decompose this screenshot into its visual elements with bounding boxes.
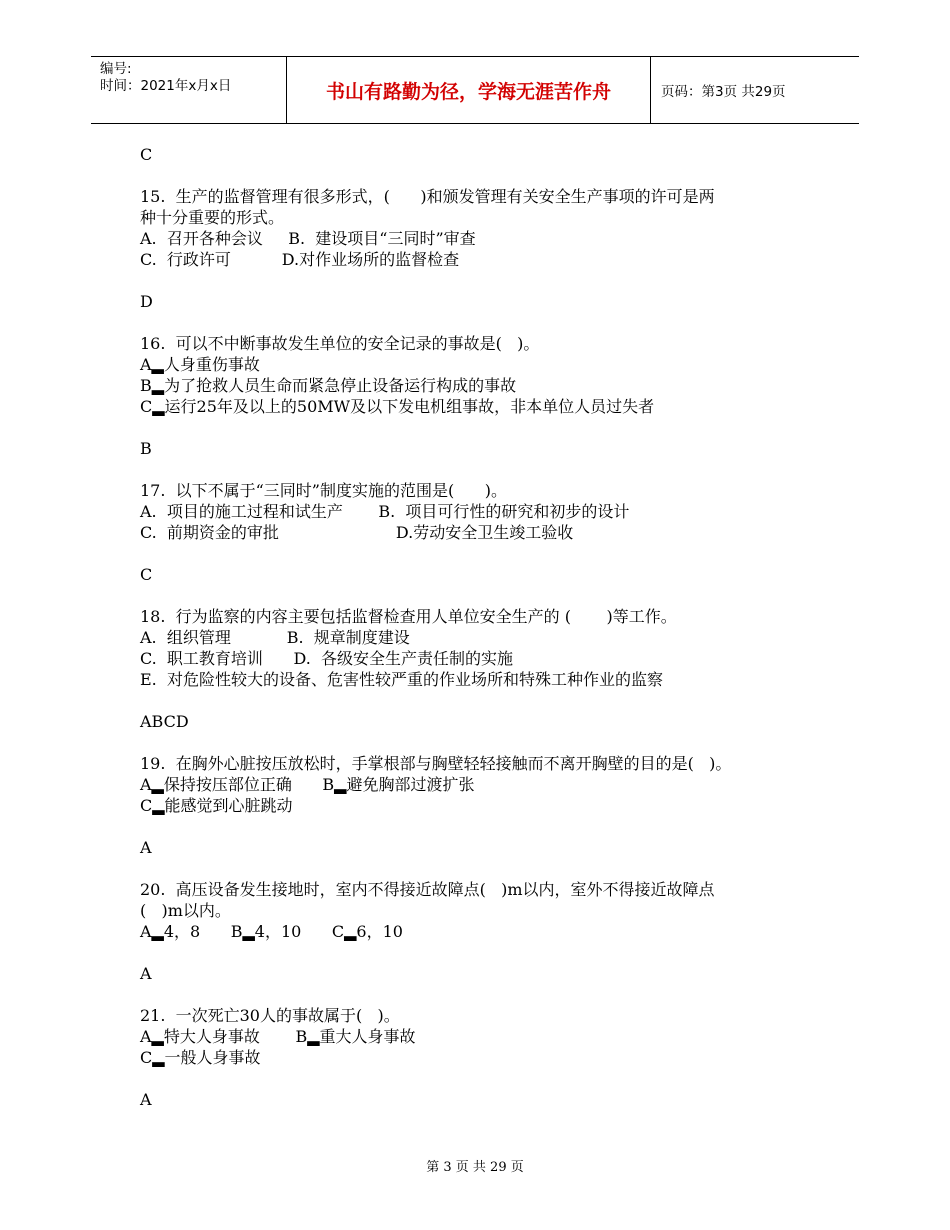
document-body [140, 144, 830, 1110]
question-20-stem: 20. 高压设备发生接地时，室内不得接近故障点( )m以内，室外不得接近故障点 [140, 880, 715, 899]
question-17-stem: 17. 以下不属于“三同时”制度实施的范围是( )。 [140, 481, 507, 500]
question-18-options-cd: C. 职工教育培训 D. 各级安全生产责任制的实施 [140, 649, 513, 668]
header-page-info: 页码：第3页 共29页 [661, 84, 786, 100]
page-header [91, 56, 859, 124]
answer-17: C [140, 565, 153, 584]
answer-21: A [140, 1090, 152, 1109]
question-16-stem: 16. 可以不中断事故发生单位的安全记录的事故是( )。 [140, 334, 540, 353]
answer-19: A [140, 838, 152, 857]
question-15-stem: 15. 生产的监督管理有很多形式，( )和颁发管理有关安全生产事项的许可是两 [140, 187, 715, 206]
answer-20: A [140, 964, 152, 983]
number-label: 编号: [100, 61, 132, 77]
page-footer: 第 3 页 共 29 页 [426, 1160, 524, 1175]
question-15-stem-cont: 种十分重要的形式。 [140, 208, 285, 227]
answer-16: B [140, 439, 152, 458]
question-15-options-cd: C. 行政许可 D.对作业场所的监督检查 [140, 250, 460, 269]
question-16-option-c: C▂运行25年及以上的50MW及以下发电机组事故，非本单位人员过失者 [140, 397, 655, 416]
header-meta [91, 57, 286, 123]
question-21-stem: 21. 一次死亡30人的事故属于( )。 [140, 1006, 400, 1025]
question-17-options-cd: C. 前期资金的审批 D.劳动安全卫生竣工验收 [140, 523, 574, 542]
time-label: 时间：2021年x月x日 [100, 78, 232, 94]
question-20-options: A▂4，8 B▂4，10 C▂6，10 [140, 922, 403, 941]
header-motto: 书山有路勤为径，学海无涯苦作舟 [286, 57, 651, 123]
question-16-option-b: B▂为了抢救人员生命而紧急停止设备运行构成的事故 [140, 376, 517, 395]
question-21-options-ab: A▂特大人身事故 B▂重大人身事故 [140, 1027, 416, 1046]
question-19-options-ab: A▂保持按压部位正确 B▂避免胸部过渡扩张 [140, 775, 475, 794]
answer-18: ABCD [140, 712, 189, 731]
question-19-stem: 19. 在胸外心脏按压放松时，手掌根部与胸壁轻轻接触而不离开胸壁的目的是( )。 [140, 754, 732, 773]
question-18-option-e: E. 对危险性较大的设备、危害性较严重的作业场所和特殊工种作业的监察 [140, 670, 663, 689]
answer-15: D [140, 292, 153, 311]
answer-14: C [140, 145, 153, 164]
question-20-stem-cont: ( )m以内。 [140, 901, 231, 920]
question-16-option-a: A▂人身重伤事故 [140, 355, 260, 374]
question-18-options-ab: A. 组织管理 B. 规章制度建设 [140, 628, 410, 647]
question-21-option-c: C▂一般人身事故 [140, 1048, 261, 1067]
question-17-options-ab: A. 项目的施工过程和试生产 B. 项目可行性的研究和初步的设计 [140, 502, 630, 521]
question-15-options-ab: A. 召开各种会议 B. 建设项目“三同时”审查 [140, 229, 476, 248]
question-18-stem: 18. 行为监察的内容主要包括监督检查用人单位安全生产的 ( )等工作。 [140, 607, 677, 626]
question-19-option-c: C▂能感觉到心脏跳动 [140, 796, 293, 815]
